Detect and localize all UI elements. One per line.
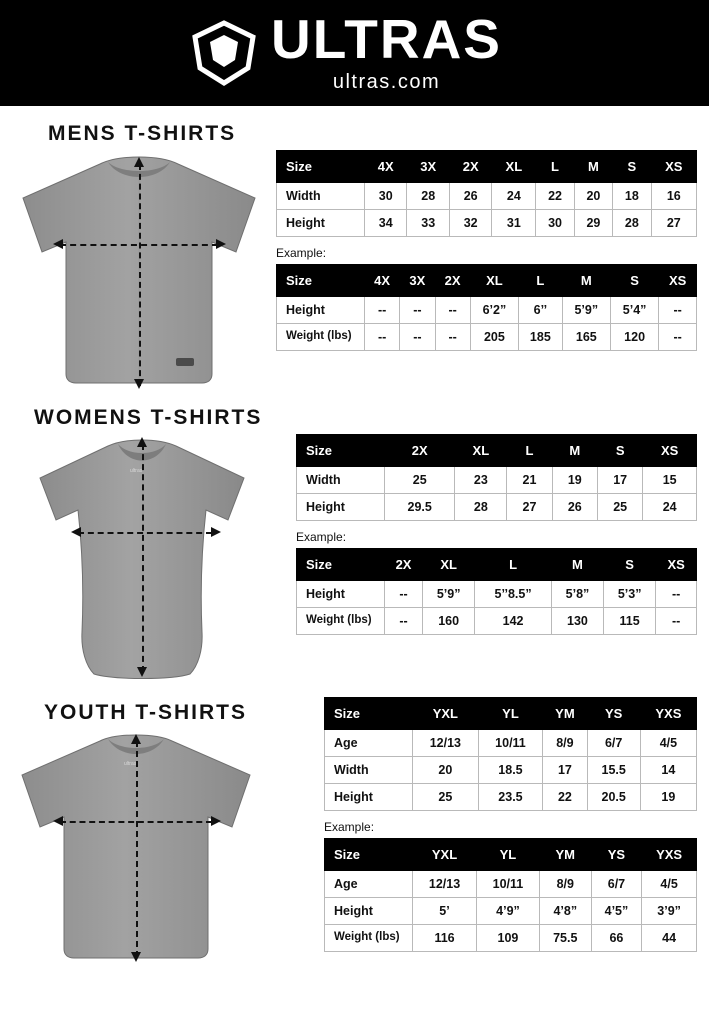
col-header: S <box>610 265 658 297</box>
youth-shirt-column <box>0 693 276 1013</box>
womens-tshirt-illustration <box>22 436 276 686</box>
col-header: XS <box>656 549 697 581</box>
cell: 66 <box>591 925 642 952</box>
cell: 4/5 <box>640 730 696 757</box>
section-youth <box>0 693 709 1013</box>
row-label: Width <box>277 183 365 210</box>
cell: 23.5 <box>478 784 542 811</box>
cell: 22 <box>543 784 587 811</box>
col-header: YXS <box>640 698 696 730</box>
height-measure-line <box>136 741 138 957</box>
cell: -- <box>385 581 423 608</box>
table-header-row <box>297 435 697 467</box>
cell: -- <box>435 324 470 351</box>
height-measure-line <box>139 164 141 386</box>
cell: 5’9” <box>562 297 610 324</box>
cell: 24 <box>643 494 697 521</box>
cell: 33 <box>407 210 449 237</box>
pentagon-shield-icon <box>191 20 257 86</box>
cell: 5’9” <box>423 581 475 608</box>
cell: 6/7 <box>591 871 642 898</box>
table-header-row <box>277 265 697 297</box>
brand-url: ultras.com <box>332 71 441 93</box>
cell: -- <box>365 297 400 324</box>
cell: 15 <box>643 467 697 494</box>
svg-text:ultras: ultras <box>130 468 143 474</box>
cell: 142 <box>475 608 552 635</box>
cell: -- <box>659 297 697 324</box>
cell: 34 <box>365 210 407 237</box>
col-header: M <box>551 549 603 581</box>
cell: -- <box>400 324 435 351</box>
cell: 24 <box>492 183 536 210</box>
col-header: M <box>574 151 612 183</box>
row-label: Height <box>297 494 385 521</box>
col-header: 2X <box>385 549 423 581</box>
table-row <box>297 608 697 635</box>
cell: 8/9 <box>539 871 591 898</box>
col-header: Size <box>325 839 413 871</box>
height-measure-line <box>142 444 144 672</box>
cell: 18 <box>613 183 651 210</box>
col-header: YL <box>477 839 540 871</box>
womens-tables <box>276 396 709 693</box>
col-header: XS <box>651 151 696 183</box>
mens-tshirt-illustration <box>8 152 276 392</box>
cell: 28 <box>407 183 449 210</box>
table-header-row <box>277 151 697 183</box>
cell: 5’4” <box>610 297 658 324</box>
cell: 26 <box>552 494 597 521</box>
table-header-row <box>297 549 697 581</box>
section-mens <box>0 106 709 396</box>
col-header: YM <box>543 698 587 730</box>
height-bottom-arrow-icon <box>132 376 146 390</box>
col-header: XS <box>643 435 697 467</box>
brand-logo <box>191 8 502 94</box>
col-header: L <box>475 549 552 581</box>
col-header: YS <box>587 698 640 730</box>
col-header: Size <box>277 265 365 297</box>
row-label: Weight (lbs) <box>325 925 413 952</box>
cell: 165 <box>562 324 610 351</box>
table-row <box>325 730 697 757</box>
cell: 30 <box>536 210 574 237</box>
cell: 75.5 <box>539 925 591 952</box>
cell: 12/13 <box>413 730 479 757</box>
section-womens <box>0 396 709 693</box>
cell: 20 <box>413 757 479 784</box>
cell: 10/11 <box>477 871 540 898</box>
row-label: Age <box>325 730 413 757</box>
cell: -- <box>400 297 435 324</box>
cell: 120 <box>610 324 658 351</box>
cell: 25 <box>598 494 643 521</box>
col-header: YS <box>591 839 642 871</box>
col-header: XL <box>423 549 475 581</box>
womens-size-table <box>296 434 697 521</box>
page-header <box>0 0 709 106</box>
row-label: Height <box>297 581 385 608</box>
col-header: 4X <box>365 151 407 183</box>
cell: 44 <box>642 925 697 952</box>
col-header: L <box>519 265 563 297</box>
youth-tables <box>276 693 709 1013</box>
row-label: Width <box>325 757 413 784</box>
cell: 10/11 <box>478 730 542 757</box>
col-header: XL <box>470 265 518 297</box>
cell: 27 <box>507 494 552 521</box>
cell: 19 <box>640 784 696 811</box>
cell: 5’ <box>413 898 477 925</box>
col-header: XL <box>455 435 507 467</box>
table-row <box>277 183 697 210</box>
col-header: 2X <box>385 435 455 467</box>
youth-example-label: Example: <box>324 820 375 834</box>
section-title-mens: MENS T-SHIRTS <box>48 122 237 145</box>
col-header: XL <box>492 151 536 183</box>
cell: 12/13 <box>413 871 477 898</box>
row-label: Weight (lbs) <box>277 324 365 351</box>
svg-text:ultras: ultras <box>124 761 137 767</box>
cell: 115 <box>604 608 656 635</box>
cell: 32 <box>449 210 491 237</box>
table-header-row <box>325 839 697 871</box>
cell: 116 <box>413 925 477 952</box>
table-row <box>277 324 697 351</box>
youth-size-table <box>324 697 697 811</box>
cell: 22 <box>536 183 574 210</box>
col-header: YXL <box>413 839 477 871</box>
cell: 17 <box>543 757 587 784</box>
mens-shirt-column <box>0 106 276 396</box>
col-header: Size <box>277 151 365 183</box>
row-label: Height <box>277 210 365 237</box>
cell: 25 <box>413 784 479 811</box>
width-right-arrow-icon <box>213 237 227 251</box>
cell: 130 <box>551 608 603 635</box>
mens-example-table <box>276 264 697 351</box>
table-row <box>277 297 697 324</box>
table-row <box>325 898 697 925</box>
cell: 18.5 <box>478 757 542 784</box>
col-header: 2X <box>449 151 491 183</box>
col-header: S <box>598 435 643 467</box>
width-measure-line <box>78 532 212 534</box>
table-row <box>297 494 697 521</box>
height-top-arrow-icon <box>132 156 146 170</box>
youth-tshirt-illustration <box>8 731 276 971</box>
cell: 20 <box>574 183 612 210</box>
col-header: 3X <box>400 265 435 297</box>
cell: 185 <box>519 324 563 351</box>
cell: 205 <box>470 324 518 351</box>
height-bottom-arrow-icon <box>135 664 149 678</box>
col-header: M <box>562 265 610 297</box>
cell: -- <box>656 581 697 608</box>
col-header: L <box>536 151 574 183</box>
cell: 21 <box>507 467 552 494</box>
col-header: M <box>552 435 597 467</box>
mens-example-label: Example: <box>276 246 327 260</box>
col-header: 2X <box>435 265 470 297</box>
table-row <box>297 467 697 494</box>
cell: -- <box>435 297 470 324</box>
cell: 23 <box>455 467 507 494</box>
cell: 31 <box>492 210 536 237</box>
height-bottom-arrow-icon <box>129 949 143 963</box>
col-header: YXL <box>413 698 479 730</box>
table-row <box>325 757 697 784</box>
width-right-arrow-icon <box>208 814 222 828</box>
cell: 14 <box>640 757 696 784</box>
col-header: YL <box>478 698 542 730</box>
table-row <box>277 210 697 237</box>
cell: 25 <box>385 467 455 494</box>
height-top-arrow-icon <box>135 436 149 450</box>
width-left-arrow-icon <box>52 237 66 251</box>
row-label: Height <box>325 784 413 811</box>
cell: 27 <box>651 210 696 237</box>
cell: 5’’8.5” <box>475 581 552 608</box>
cell: 29.5 <box>385 494 455 521</box>
cell: 28 <box>455 494 507 521</box>
cell: 4’9” <box>477 898 540 925</box>
brand-name: ULTRAS <box>271 8 502 70</box>
width-left-arrow-icon <box>70 525 84 539</box>
cell: 15.5 <box>587 757 640 784</box>
cell: 28 <box>613 210 651 237</box>
youth-example-table <box>324 838 697 952</box>
col-header: 3X <box>407 151 449 183</box>
table-row <box>325 784 697 811</box>
row-label: Age <box>325 871 413 898</box>
height-top-arrow-icon <box>129 733 143 747</box>
cell: 4’5” <box>591 898 642 925</box>
col-header: XS <box>659 265 697 297</box>
cell: 6’’ <box>519 297 563 324</box>
cell: 26 <box>449 183 491 210</box>
col-header: YXS <box>642 839 697 871</box>
col-header: Size <box>325 698 413 730</box>
table-header-row <box>325 698 697 730</box>
cell: 19 <box>552 467 597 494</box>
width-right-arrow-icon <box>208 525 222 539</box>
cell: -- <box>659 324 697 351</box>
cell: 8/9 <box>543 730 587 757</box>
cell: 29 <box>574 210 612 237</box>
cell: 109 <box>477 925 540 952</box>
cell: -- <box>385 608 423 635</box>
section-title-youth: YOUTH T-SHIRTS <box>44 701 248 724</box>
cell: 6/7 <box>587 730 640 757</box>
section-title-womens: WOMENS T-SHIRTS <box>34 406 263 429</box>
mens-size-table <box>276 150 697 237</box>
cell: 17 <box>598 467 643 494</box>
col-header: S <box>604 549 656 581</box>
cell: 160 <box>423 608 475 635</box>
cell: 3’9” <box>642 898 697 925</box>
table-row <box>325 925 697 952</box>
width-left-arrow-icon <box>52 814 66 828</box>
col-header: YM <box>539 839 591 871</box>
table-row <box>297 581 697 608</box>
table-row <box>325 871 697 898</box>
cell: 4’8” <box>539 898 591 925</box>
cell: 20.5 <box>587 784 640 811</box>
cell: 6’2” <box>470 297 518 324</box>
col-header: Size <box>297 549 385 581</box>
row-label: Weight (lbs) <box>297 608 385 635</box>
cell: 16 <box>651 183 696 210</box>
cell: 5’8” <box>551 581 603 608</box>
col-header: L <box>507 435 552 467</box>
cell: -- <box>656 608 697 635</box>
cell: -- <box>365 324 400 351</box>
womens-example-table <box>296 548 697 635</box>
row-label: Width <box>297 467 385 494</box>
womens-example-label: Example: <box>296 530 347 544</box>
cell: 5’3” <box>604 581 656 608</box>
cell: 4/5 <box>642 871 697 898</box>
col-header: S <box>613 151 651 183</box>
col-header: 4X <box>365 265 400 297</box>
womens-shirt-column <box>0 396 276 693</box>
col-header: Size <box>297 435 385 467</box>
row-label: Height <box>325 898 413 925</box>
mens-tables <box>276 106 709 396</box>
cell: 30 <box>365 183 407 210</box>
row-label: Height <box>277 297 365 324</box>
